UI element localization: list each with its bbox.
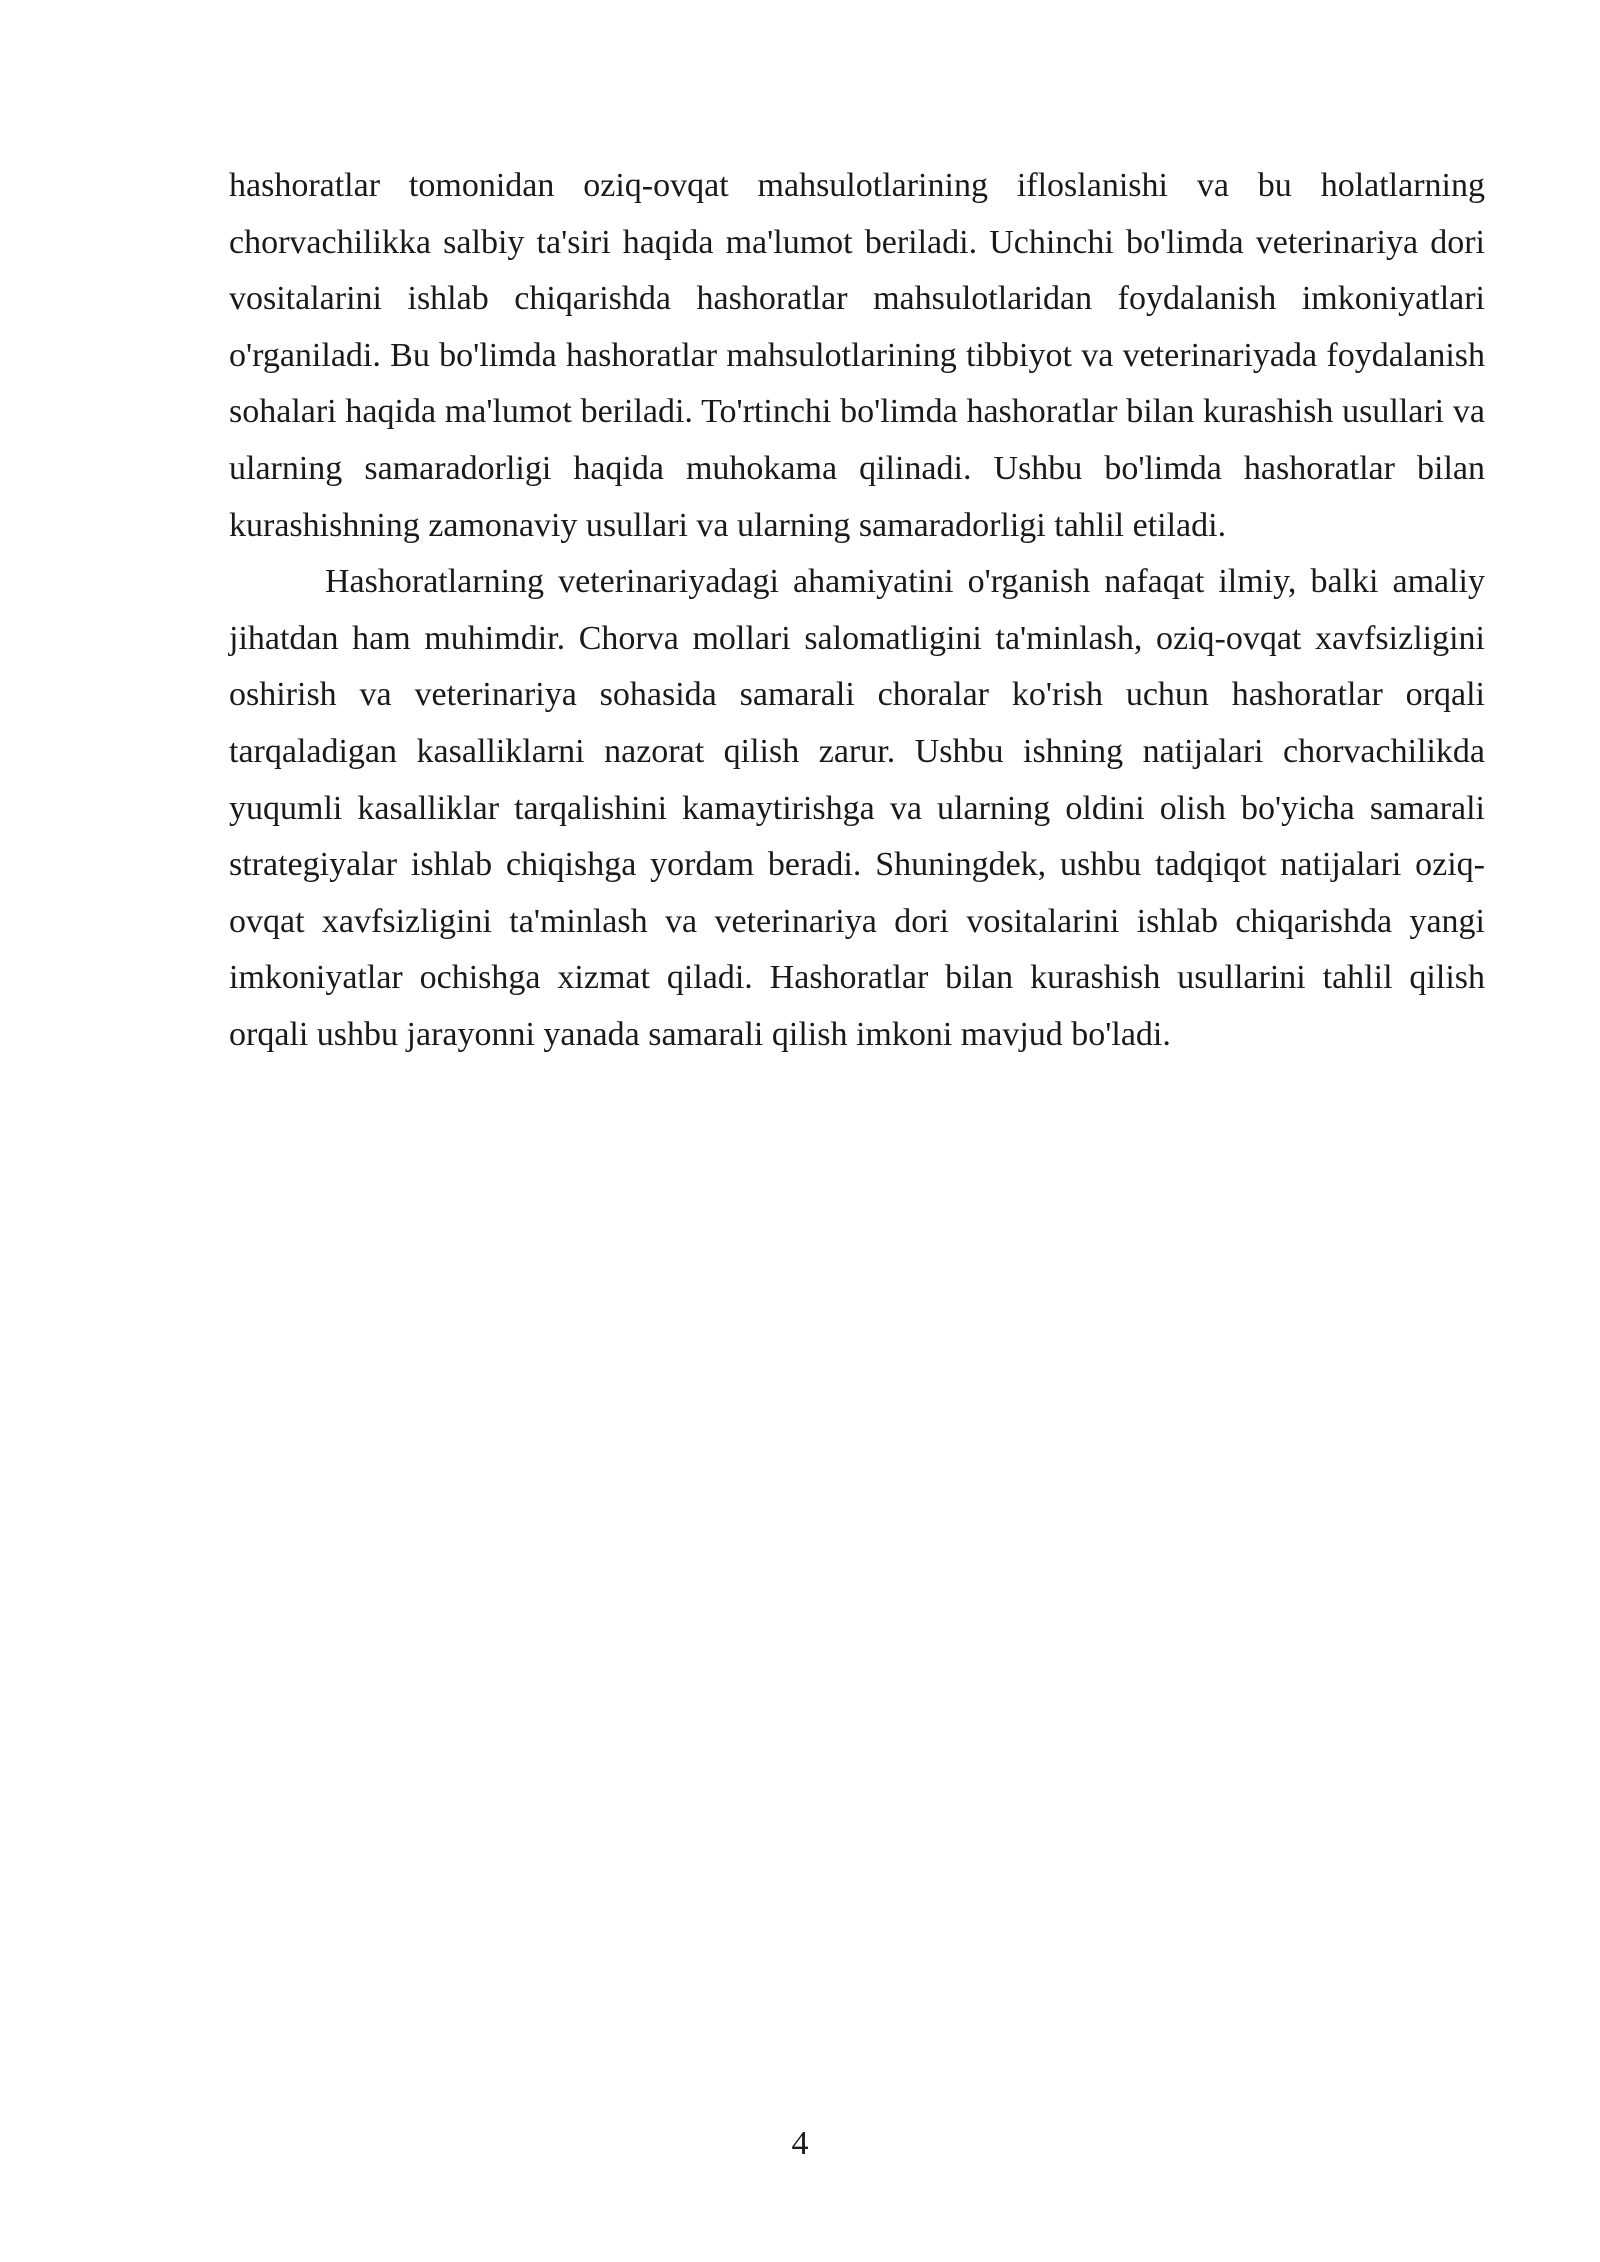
paragraph-significance: Hashoratlarning veterinariyadagi ahamiyatini o'rganish nafaqat ilmiy, balki amaliy jihatdan ham muhimdir. Chorva mollari salomatligini ta'minlash, oziq-ovqat xavfsizligini oshirish va veterinariya sohasida samarali choralar ko'rish uchun hashoratlar orqali tarqaladigan kasalliklarni nazorat qilish zarur. Ushbu ishning natijalari chorvachilikda yuqumli kasalliklar tarqalishini kamaytirishga va ularning oldini olish bo'yicha samarali strategiyalar ishlab chiqishga yordam beradi. Shuningdek, ushbu tadqiqot natijalari oziq-ovqat xavfsizligini ta'minlash va veterinariya dori vositalarini ishlab chiqarishda yangi imkoniyatlar ochishga xizmat qiladi. Hashoratlar bilan kurashish usullarini tahlil qilish orqali ushbu jarayonni yanada samarali qilish imkoni mavjud bo'ladi. [229, 563, 1485, 1053]
body-text [229, 158, 1485, 1064]
paragraph-continuation: hashoratlar tomonidan oziq-ovqat mahsulotlarining ifloslanishi va bu holatlarning chorvachilikka salbiy ta'siri haqida ma'lumot beriladi. Uchinchi bo'limda veterinariya dori vositalarini ishlab chiqarishda hashoratlar mahsulotlaridan foydalanish imkoniyatlari o'rganiladi. Bu bo'limda hashoratlar mahsulotlarining tibbiyot va veterinariyada foydalanish sohalari haqida ma'lumot beriladi. To'rtinchi bo'limda hashoratlar bilan kurashish usullari va ularning samaradorligi haqida muhokama qilinadi. Ushbu bo'limda hashoratlar bilan kurashishning zamonaviy usullari va ularning samaradorligi tahlil etiladi. [229, 167, 1485, 544]
page-number: 4 [791, 2125, 809, 2162]
